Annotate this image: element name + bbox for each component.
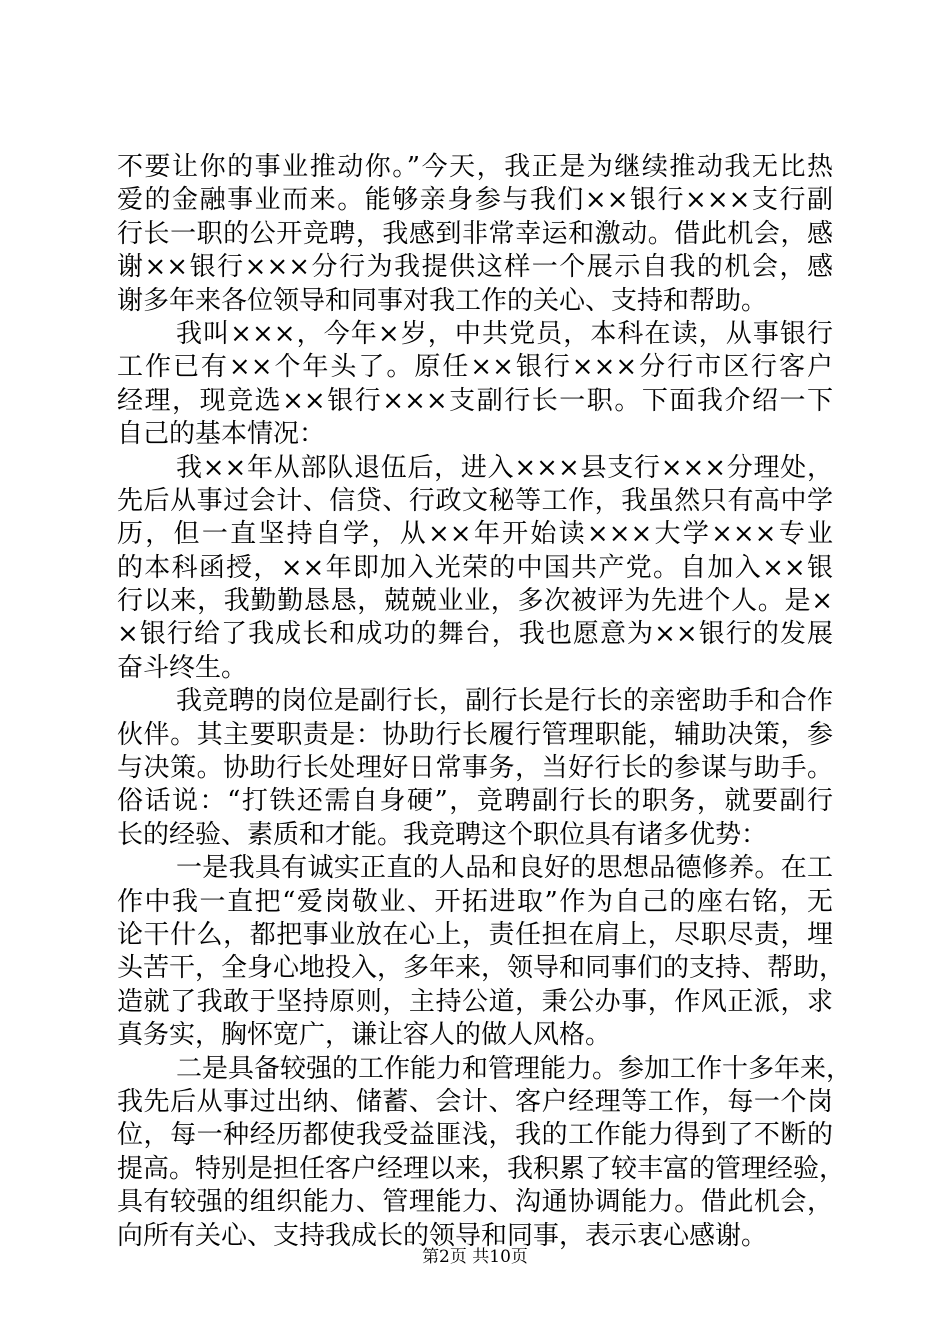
text-line: ×银行给了我成长和成功的舞台，我也愿意为××银行的发展: [117, 619, 833, 650]
text-line: 位，每一种经历都使我受益匪浅，我的工作能力得到了不断的: [117, 1120, 833, 1151]
text-line: 伙伴。其主要职责是：协助行长履行管理职能，辅助决策，参: [117, 719, 833, 750]
text-line: 论干什么，都把事业放在心上，责任担在肩上，尽职尽责，埋: [117, 919, 833, 950]
text-line: 与决策。协助行长处理好日常事务，当好行长的参谋与助手。: [117, 753, 833, 784]
document-body: [117, 151, 853, 1253]
text-line: 头苦干，全身心地投入，多年来，领导和同事们的支持、帮助，: [117, 953, 846, 984]
paragraph-first-line: 我竞聘的岗位是副行长，副行长是行长的亲密助手和合作: [176, 686, 833, 717]
text-line: 自己的基本情况：: [117, 419, 326, 450]
text-line: 历，但一直坚持自学，从××年开始读×××大学×××专业: [117, 519, 833, 550]
text-line: 提高。特别是担任客户经理以来，我积累了较丰富的管理经验，: [117, 1153, 846, 1184]
text-line: 俗话说：“打铁还需自身硬”，竞聘副行长的职务，就要副行: [117, 786, 833, 817]
text-line: 行长一职的公开竞聘，我感到非常幸运和激动。借此机会，感: [117, 218, 833, 249]
text-line: 作中我一直把“爱岗敬业、开拓进取”作为自己的座右铭，无: [117, 886, 833, 917]
text-line: 行以来，我勤勤恳恳，兢兢业业，多次被评为先进个人。是×: [117, 586, 833, 617]
text-line: 的本科函授，××年即加入光荣的中国共产党。自加入××银: [117, 552, 833, 583]
text-line: 经理，现竞选××银行×××支副行长一职。下面我介绍一下: [117, 385, 833, 416]
text-line: 向所有关心、支持我成长的领导和同事，表示衷心感谢。: [117, 1220, 768, 1251]
text-line: 造就了我敢于坚持原则，主持公道，秉公办事，作风正派，求: [117, 986, 833, 1017]
text-line: 爱的金融事业而来。能够亲身参与我们××银行×××支行副: [117, 185, 833, 216]
text-line: 奋斗终生。: [117, 652, 248, 683]
text-line: 不要让你的事业推动你。”今天，我正是为继续推动我无比热: [117, 152, 833, 182]
text-line: 工作已有××个年头了。原任××银行×××分行市区行客户: [117, 352, 833, 383]
paragraph-first-line: 二是具备较强的工作能力和管理能力。参加工作十多年来，: [176, 1053, 853, 1084]
paragraph-first-line: 我××年从部队退伍后，进入×××县支行×××分理处，: [176, 452, 833, 483]
paragraph-first-line: 我叫×××，今年×岁，中共党员，本科在读，从事银行: [176, 318, 833, 349]
text-line: 先后从事过会计、信贷、行政文秘等工作，我虽然只有高中学: [117, 485, 833, 516]
text-line: 谢多年来各位领导和同事对我工作的关心、支持和帮助。: [117, 285, 768, 316]
page-number-footer: 第2页 共10页: [422, 1247, 528, 1267]
text-line: 谢××银行×××分行为我提供这样一个展示自我的机会，感: [117, 252, 833, 283]
text-line: 具有较强的组织能力、管理能力、沟通协调能力。借此机会，: [117, 1187, 833, 1218]
text-line: 我先后从事过出纳、储蓄、会计、客户经理等工作，每一个岗: [117, 1086, 833, 1117]
text-line: 真务实，胸怀宽广，谦让容人的做人风格。: [117, 1020, 612, 1051]
text-line: 长的经验、素质和才能。我竞聘这个职位具有诸多优势：: [117, 819, 768, 850]
paragraph-first-line: 一是我具有诚实正直的人品和良好的思想品德修养。在工: [176, 853, 833, 884]
